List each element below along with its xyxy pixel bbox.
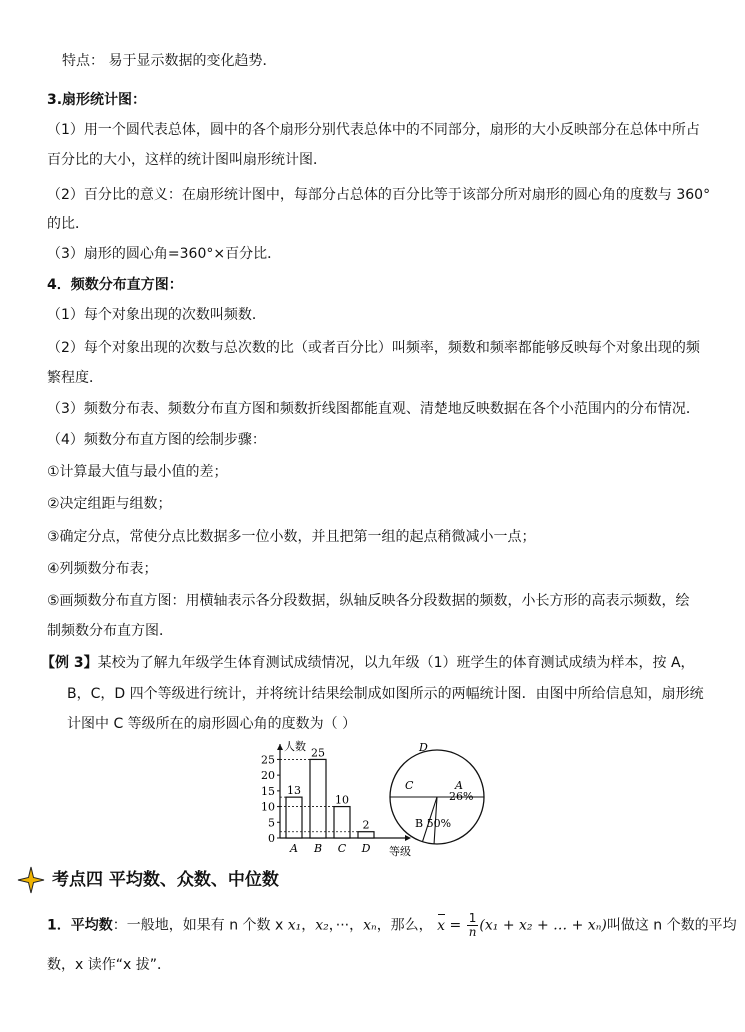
formula-den: n xyxy=(468,925,477,939)
pie-point-2a: （2）百分比的意义：在扇形统计图中，每部分占总体的百分比等于该部分所对扇形的圆心角的度数与 360° xyxy=(47,187,711,203)
step-5a: ⑤画频数分布直方图：用横轴表示各分段数据，纵轴反映各分段数据的频数，小长方形的高表示频数，绘 xyxy=(47,593,690,609)
example-line-2: B，C，D 四个等级进行统计，并将统计结果绘制成如图所示的两幅统计图．由图中所给信息知，扇形统 xyxy=(67,686,704,702)
formula-xn: xₙ xyxy=(363,917,377,934)
x-tick-label: C xyxy=(337,842,347,855)
example-tag: 【例 3】 xyxy=(41,655,98,671)
step-3: ③确定分点，常使分点比数据多一位小数，并且把第一组的起点稍微减小一点； xyxy=(47,529,536,545)
y-tick-label: 15 xyxy=(261,784,275,798)
pie-label-A-percent: 26% xyxy=(449,790,474,803)
bar xyxy=(358,832,374,838)
x-tick-label: B xyxy=(313,842,323,855)
step-4: ④列频数分布表； xyxy=(47,561,158,577)
pie-chart xyxy=(383,739,493,847)
pie-label-B: B 50% xyxy=(415,817,452,830)
bar-data-label: 25 xyxy=(311,746,325,760)
hist-section-title: 4．频数分布直方图： xyxy=(47,277,183,293)
bar-data-label: 10 xyxy=(335,793,349,807)
step-2: ②决定组距与组数； xyxy=(47,496,172,512)
formula-x1: x₁ xyxy=(287,917,302,934)
mean-line-2: 数，x 读作“x 拔”． xyxy=(47,957,171,973)
x-tick-label: A xyxy=(290,842,298,855)
pie-label-A: A xyxy=(455,779,463,792)
formula-eq: = xyxy=(449,917,462,934)
section-heading: 考点四 平均数、众数、中位数 xyxy=(52,870,279,890)
mean-text-1: ：一般地，如果有 n 个数 x xyxy=(112,917,284,934)
pie-label-C: C xyxy=(405,779,414,792)
mean-tail: 叫做这 n 个数的平均 xyxy=(606,917,737,934)
example-line-1 xyxy=(41,653,745,673)
x-axis-label: 等级 xyxy=(389,845,411,858)
formula-x2: x₂ xyxy=(315,917,329,934)
hist-point-2a: （2）每个对象出现的次数与总次数的比（或者百分比）叫频率，频数和频率都能够反映每个对象出现的频 xyxy=(47,340,700,356)
bar-data-label: 2 xyxy=(362,818,370,832)
y-tick-label: 20 xyxy=(261,769,275,783)
bar xyxy=(310,759,326,838)
y-tick-label: 5 xyxy=(268,816,275,830)
formula-num: 1 xyxy=(467,912,479,926)
hist-point-2b: 繁程度． xyxy=(47,370,103,386)
step-1: ①计算最大值与最小值的差； xyxy=(47,464,228,480)
pie-point-1a: （1）用一个圆代表总体，圆中的各个扇形分别代表总体中的不同部分，扇形的大小反映部分在总体中所占 xyxy=(47,122,700,138)
y-tick-label: 10 xyxy=(261,800,275,814)
formula-dots: ··· xyxy=(335,917,350,934)
y-axis-label: 人数 xyxy=(284,740,306,753)
hist-point-1: （1）每个对象出现的次数叫频数． xyxy=(47,307,266,323)
star-icon xyxy=(17,866,45,894)
example-line-3: 计图中 C 等级所在的扇形圆心角的度数为（ ） xyxy=(67,716,357,732)
pie-label-D: D xyxy=(419,741,428,754)
bar xyxy=(334,807,350,838)
y-tick-label: 25 xyxy=(261,753,275,767)
mean-line-1: 1．平均数：一般地，如果有 n 个数 x x₁，x₂，···，xₙ，那么， x = $\frac{1}{n}$ (x₁ + x₂ + … + xₙ)叫做这 n 个数的平均 xyxy=(47,911,737,939)
pie-point-2b: 的比． xyxy=(47,216,89,232)
step-5b: 制频数分布直方图． xyxy=(47,623,173,639)
pie-point-3: （3）扇形的圆心角=360°×百分比． xyxy=(47,246,282,262)
example-text-1: 某校为了解九年级学生体育测试成绩情况，以九年级（1）班学生的体育测试成绩为样本，按 A， xyxy=(97,655,695,671)
formula-lhs: x xyxy=(437,913,445,939)
y-axis-arrow xyxy=(277,744,283,750)
mean-mid: ，那么， xyxy=(376,917,433,934)
formula-expr: (x₁ + x₂ + … + xₙ) xyxy=(479,917,607,934)
feature-line: 特点： 易于显示数据的变化趋势． xyxy=(62,53,277,69)
y-tick-label: 0 xyxy=(268,832,275,845)
pie-section-title: 3.扇形统计图： xyxy=(47,92,147,108)
hist-point-3: （3）频数分布表、频数分布直方图和频数折线图都能直观、清楚地反映数据在各个小范围内的分布情况． xyxy=(47,401,700,417)
hist-point-4: （4）频数分布直方图的绘制步骤： xyxy=(47,432,266,448)
mean-label: 1．平均数 xyxy=(47,917,113,934)
formula-fraction xyxy=(467,912,479,939)
bar-data-label: 13 xyxy=(287,784,301,798)
x-tick-label: D xyxy=(361,842,371,855)
pie-point-1b: 百分比的大小，这样的统计图叫扇形统计图． xyxy=(47,152,327,168)
